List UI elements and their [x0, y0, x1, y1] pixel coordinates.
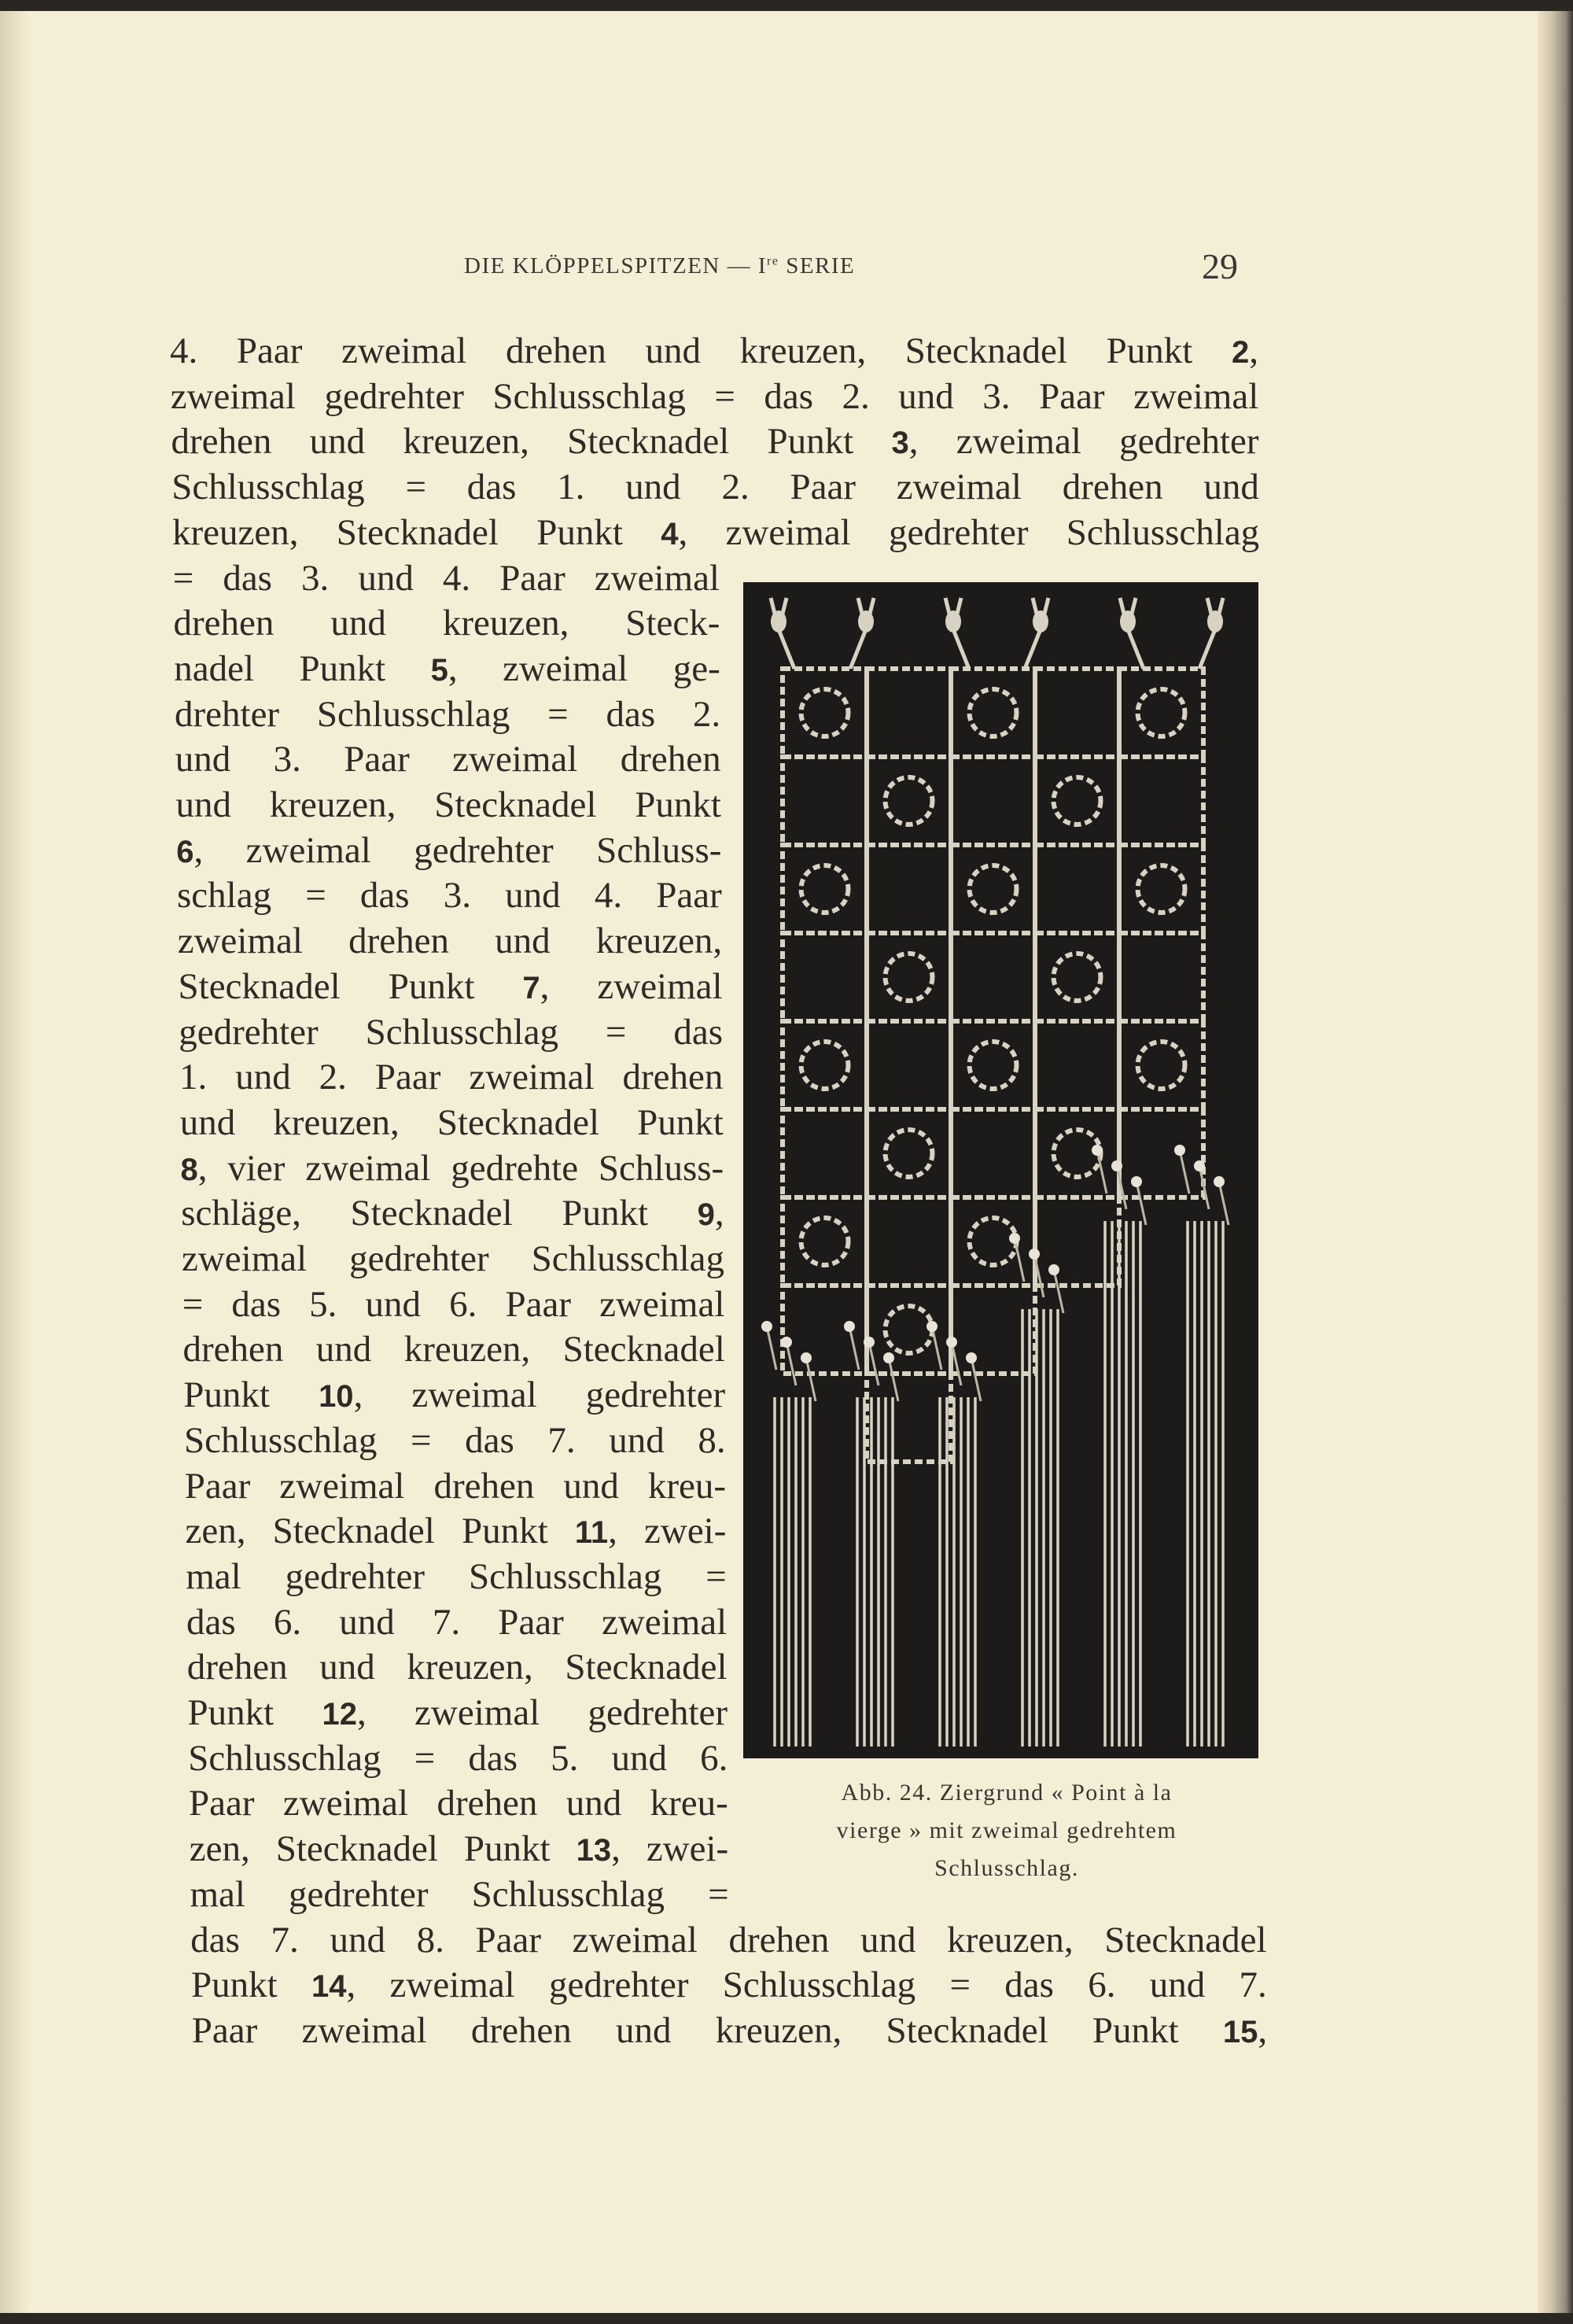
lace-mesh-cell — [951, 757, 1035, 845]
thread — [1128, 629, 1144, 669]
pin-head-icon — [1194, 1160, 1205, 1171]
pin-point-number: 5 — [430, 652, 448, 688]
text-segment: , — [1258, 2009, 1268, 2051]
text-segment: Paar zweimal drehen und kreu- — [184, 1465, 726, 1507]
text-segment: zen, Stecknadel Punkt — [185, 1511, 575, 1552]
lace-mesh-cell — [951, 1109, 1035, 1197]
text-segment: , zwei- — [608, 1511, 727, 1552]
lace-mesh-cell — [783, 1021, 867, 1109]
text-segment: und kreuzen, Stecknadel Punkt — [179, 1101, 724, 1143]
text-segment: das 6. und 7. Paar zweimal — [186, 1601, 728, 1643]
text-segment: Paar zweimal drehen und kreu- — [189, 1783, 728, 1824]
text-line — [190, 1872, 729, 1917]
text-segment: , zweimal gedrehter — [357, 1692, 728, 1733]
pin-head-icon — [781, 1337, 792, 1348]
lace-ring — [886, 954, 933, 1001]
pin-head-icon — [1029, 1249, 1040, 1260]
text-segment: Punkt — [187, 1692, 322, 1733]
pin-head-icon — [926, 1321, 938, 1332]
pin — [849, 1326, 859, 1370]
text-line — [174, 647, 720, 692]
pin-head-icon — [844, 1321, 855, 1332]
lace-mesh-cell — [1119, 757, 1203, 845]
text-segment: Schlusschlag = das 5. und 6. — [188, 1737, 728, 1779]
lace-ring — [970, 865, 1017, 913]
pin-head-icon — [1131, 1176, 1142, 1187]
lace-mesh-cell — [867, 1021, 951, 1109]
lace-mesh-cell — [1035, 1021, 1119, 1109]
text-segment: gedrehter Schlusschlag = das — [179, 1011, 723, 1053]
text-line — [175, 692, 720, 737]
text-line — [192, 2009, 1267, 2053]
lace-mesh-cell — [867, 669, 951, 757]
text-segment: mal gedrehter Schlusschlag = — [186, 1555, 727, 1597]
lace-mesh-cell — [867, 933, 951, 1021]
running-title-sup: re — [767, 254, 779, 268]
thread — [1199, 629, 1215, 669]
text-segment: drehen und kreuzen, Steck- — [173, 603, 720, 644]
text-line — [172, 511, 1259, 555]
text-segment: , zweimal gedrehter — [908, 421, 1259, 463]
text-line — [181, 1146, 724, 1191]
lace-mesh-cell — [1035, 933, 1119, 1021]
lace-mesh-cell — [1119, 845, 1203, 933]
lace-ring — [801, 689, 849, 736]
text-segment: Schlusschlag = das 7. und 8. — [184, 1419, 726, 1461]
knot-icon — [771, 611, 786, 633]
text-line — [186, 1600, 727, 1645]
lace-ring — [801, 865, 849, 913]
text-line — [173, 556, 720, 601]
text-segment: , zweimal gedrehter Schlusschlag — [678, 511, 1260, 553]
text-line — [188, 1736, 728, 1781]
pin — [1180, 1150, 1189, 1193]
knot-icon — [945, 611, 961, 633]
text-line — [179, 1055, 723, 1100]
text-segment: , zweimal — [540, 965, 723, 1007]
text-line — [176, 828, 721, 873]
lace-mesh-cell — [951, 933, 1035, 1021]
text-segment: zweimal gedrehter Schlusschlag — [182, 1238, 724, 1279]
lace-mesh-cell — [783, 757, 867, 845]
text-line — [188, 1691, 728, 1736]
lace-mesh-cell — [1035, 669, 1119, 757]
text-line — [182, 1282, 725, 1327]
knot-icon — [1120, 611, 1136, 633]
text-line — [175, 737, 721, 782]
text-segment: kreuzen, Stecknadel Punkt — [172, 511, 661, 553]
pin-point-number: 3 — [891, 426, 909, 461]
lace-ring — [886, 777, 933, 824]
lace-mesh-cell — [867, 757, 951, 845]
pin — [889, 1358, 898, 1401]
text-segment: nadel Punkt — [174, 647, 431, 689]
lace-ring — [801, 1042, 849, 1089]
pin-point-number: 6 — [176, 834, 194, 869]
lace-ring — [801, 1218, 849, 1265]
lace-mesh-cell — [1119, 669, 1203, 757]
text-line — [184, 1418, 726, 1463]
text-segment: , — [1249, 330, 1258, 371]
pin-point-number: 13 — [576, 1833, 612, 1868]
lace-ring — [970, 1218, 1017, 1265]
pin — [767, 1326, 776, 1370]
text-line — [171, 465, 1259, 510]
lace-mesh-cell — [1035, 1197, 1119, 1286]
caption-line: vierge » mit zweimal gedrehtem — [836, 1817, 1177, 1843]
pin-head-icon — [946, 1337, 957, 1348]
pin-point-number: 12 — [322, 1697, 357, 1732]
knot-icon — [1033, 611, 1048, 633]
text-line — [191, 1963, 1267, 2008]
page-number: 29 — [1202, 246, 1238, 286]
text-line — [186, 1555, 727, 1599]
lace-mesh-cell — [1035, 1109, 1119, 1197]
thread — [1025, 629, 1041, 669]
text-segment: drehen und kreuzen, Stecknadel — [182, 1329, 725, 1370]
text-segment: Punkt — [191, 1964, 311, 2006]
pin — [1136, 1182, 1146, 1225]
text-segment: = das 3. und 4. Paar zweimal — [172, 557, 720, 599]
text-line — [171, 419, 1259, 464]
text-line — [170, 329, 1258, 374]
thread — [953, 629, 969, 669]
text-segment: drehen und kreuzen, Stecknadel Punkt — [171, 421, 892, 463]
pin — [971, 1358, 981, 1401]
text-segment: mal gedrehter Schlusschlag = — [190, 1873, 729, 1915]
lace-ring — [886, 1306, 933, 1353]
lace-ring — [970, 1042, 1017, 1089]
pin-point-number: 10 — [319, 1379, 354, 1415]
pin-point-number: 15 — [1222, 2014, 1258, 2049]
text-segment: drehen und kreuzen, Stecknadel — [186, 1647, 728, 1688]
lace-ring — [1054, 777, 1101, 824]
text-segment: 4. Paar zweimal drehen und kreuzen, Stecknadel Punkt — [170, 330, 1232, 371]
lace-mesh-cell — [783, 669, 867, 757]
lace-ring — [886, 1130, 933, 1177]
text-segment: Schlusschlag = das 1. und 2. Paar zweimal drehen und — [171, 467, 1259, 508]
lace-mesh-cell — [783, 845, 867, 933]
text-line — [181, 1191, 724, 1236]
text-segment: und 3. Paar zweimal drehen — [175, 739, 721, 780]
text-line — [183, 1373, 725, 1418]
pin-head-icon — [1174, 1145, 1185, 1156]
running-header — [464, 253, 855, 279]
text-line — [174, 601, 720, 646]
text-line — [171, 374, 1259, 419]
text-segment: 1. und 2. Paar zweimal drehen — [179, 1057, 724, 1098]
pin — [1219, 1182, 1229, 1225]
pin-head-icon — [1009, 1233, 1020, 1244]
thread — [850, 629, 866, 669]
text-line — [178, 919, 722, 964]
pin — [869, 1342, 879, 1385]
pin-point-number: 8 — [180, 1152, 198, 1187]
text-segment: Punkt — [183, 1374, 319, 1416]
text-line — [185, 1464, 726, 1509]
lace-mesh-cell — [951, 669, 1035, 757]
pin-point-number: 2 — [1232, 335, 1250, 370]
lace-mesh-cell — [1035, 845, 1119, 933]
pin-head-icon — [1092, 1145, 1103, 1156]
lace-mesh-cell — [867, 845, 951, 933]
pin — [1015, 1238, 1024, 1282]
page-edge — [1538, 11, 1573, 2313]
pin — [806, 1358, 816, 1401]
text-segment: drehter Schlusschlag = das 2. — [175, 693, 721, 735]
running-title: DIE KLÖPPELSPITZEN — I — [464, 253, 768, 279]
text-segment: , zweimal gedrehter Schluss- — [193, 829, 722, 871]
text-segment: Stecknadel Punkt — [178, 965, 523, 1007]
text-segment: zen, Stecknadel Punkt — [189, 1828, 577, 1870]
lace-mesh-cell — [951, 1021, 1035, 1109]
pin-point-number: 14 — [311, 1969, 347, 2005]
pin-head-icon — [801, 1352, 812, 1363]
text-segment: , zweimal gedrehter — [353, 1374, 726, 1416]
thread — [779, 629, 794, 669]
text-segment: Paar zweimal drehen und kreuzen, Stecknadel Punkt — [191, 2009, 1223, 2051]
lace-ring — [1138, 1042, 1185, 1089]
text-line — [190, 1918, 1266, 1963]
pin-point-number: 9 — [697, 1197, 715, 1233]
lace-mesh-cell — [783, 933, 867, 1021]
text-line — [179, 965, 723, 1009]
text-line — [189, 1781, 728, 1826]
text-segment: , zweimal ge- — [448, 647, 720, 689]
text-line — [187, 1645, 728, 1690]
page-gutter — [0, 11, 31, 2313]
pin-point-number: 7 — [522, 970, 540, 1005]
lace-mesh-cell — [783, 1286, 867, 1374]
text-line — [176, 783, 722, 828]
lace-figure — [743, 582, 1258, 1758]
lace-mesh-cell — [783, 1109, 867, 1197]
text-line — [190, 1827, 728, 1872]
text-line — [177, 873, 722, 918]
lace-mesh-cell — [1119, 933, 1203, 1021]
lace-mesh-cell — [867, 1197, 951, 1286]
lace-mesh-cell — [867, 1109, 951, 1197]
pin-point-number: 11 — [574, 1515, 609, 1551]
text-segment: , — [714, 1193, 724, 1234]
lace-ring — [970, 689, 1017, 736]
pin — [932, 1326, 941, 1370]
text-segment: , zweimal gedrehter Schlusschlag = das 6. und 7. — [346, 1964, 1267, 2006]
text-segment: , zwei- — [611, 1828, 729, 1870]
lace-mesh-cell — [1035, 757, 1119, 845]
text-segment: schläge, Stecknadel Punkt — [181, 1193, 698, 1234]
caption-line: Schlusschlag. — [934, 1855, 1079, 1881]
knot-icon — [1207, 611, 1223, 633]
pin-head-icon — [761, 1321, 772, 1332]
text-line — [182, 1237, 724, 1282]
text-segment: das 7. und 8. Paar zweimal drehen und kreuzen, Stecknadel — [190, 1919, 1267, 1961]
knot-icon — [858, 611, 874, 633]
pin-head-icon — [883, 1352, 894, 1363]
pin — [786, 1342, 796, 1385]
lace-mesh-cell — [1119, 1021, 1203, 1109]
caption-line: Abb. 24. Ziergrund « Point à la — [841, 1780, 1173, 1806]
running-title-end: SERIE — [779, 253, 856, 279]
text-line — [183, 1327, 725, 1372]
pin-head-icon — [1048, 1264, 1059, 1275]
text-segment: = das 5. und 6. Paar zweimal — [182, 1283, 725, 1325]
pin-head-icon — [864, 1337, 875, 1348]
lace-mesh-cell — [951, 845, 1035, 933]
pin-head-icon — [1111, 1160, 1122, 1171]
text-line — [186, 1509, 727, 1554]
lace-ring — [1138, 689, 1185, 736]
text-segment: und kreuzen, Stecknadel Punkt — [175, 784, 721, 825]
pin-head-icon — [1214, 1176, 1225, 1187]
text-line — [179, 1010, 723, 1055]
lace-illustration — [743, 582, 1258, 1758]
lace-ring — [1054, 954, 1101, 1001]
text-segment: zweimal gedrehter Schlusschlag = das 2. und 3. Paar zweimal — [170, 375, 1259, 417]
text-segment: schlag = das 3. und 4. Paar — [177, 875, 722, 917]
text-line — [180, 1101, 724, 1145]
pin — [1054, 1270, 1063, 1313]
pin-head-icon — [966, 1352, 977, 1363]
text-segment: zweimal drehen und kreuzen, — [177, 920, 723, 962]
pin-point-number: 4 — [661, 516, 679, 551]
lace-mesh-cell — [783, 1197, 867, 1286]
text-segment: , vier zweimal gedrehte Schluss- — [197, 1147, 724, 1189]
lace-ring — [1138, 865, 1185, 913]
